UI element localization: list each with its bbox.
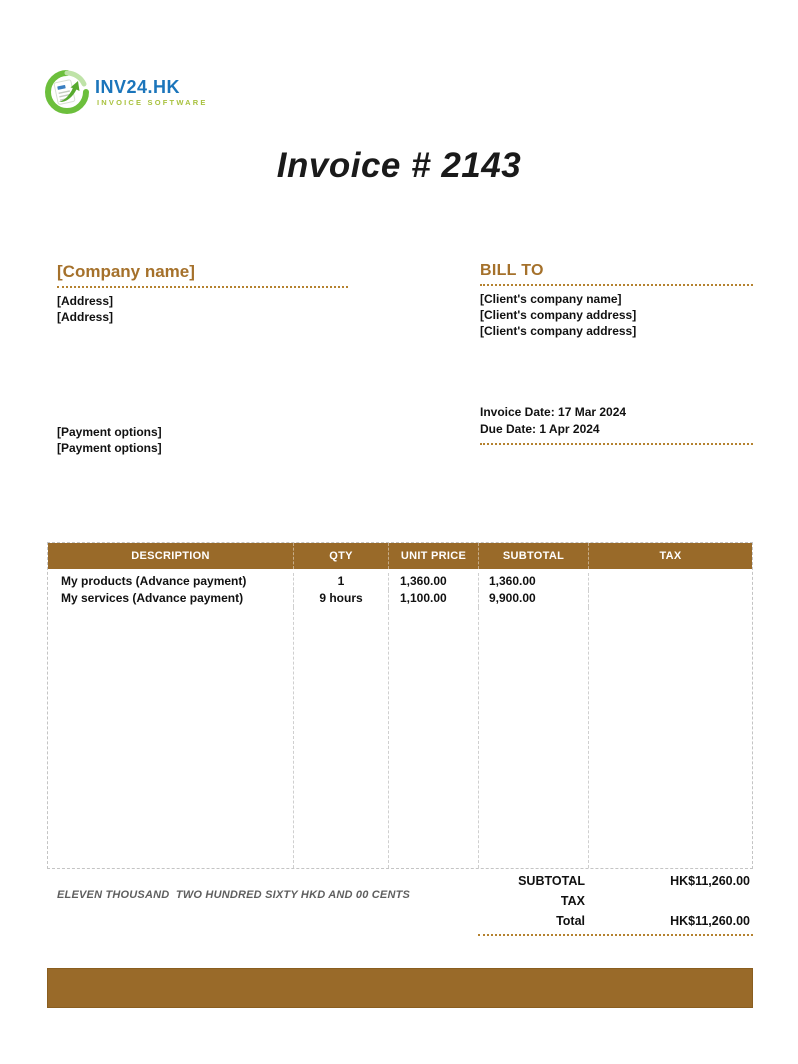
table-row-qty: 1 (293, 573, 388, 590)
total-row (47, 914, 753, 932)
invoice-software-logo-icon (45, 70, 89, 114)
header-subtotal: SUBTOTAL (478, 543, 588, 569)
table-filler-cell (478, 607, 588, 868)
logo-subtext: INVOICE SOFTWARE (97, 97, 208, 107)
payment-options (57, 424, 162, 456)
total-value: HK$11,260.00 (670, 914, 750, 928)
company-name: [Company name] (57, 262, 348, 288)
payment-option-line: [Payment options] (57, 441, 162, 455)
client-company-name: [Client's company name] (480, 292, 622, 306)
table-row-tax (588, 590, 752, 607)
header-tax: TAX (588, 543, 752, 569)
client-address-line: [Client's company address] (480, 308, 637, 322)
table-row-tax (588, 573, 752, 590)
bill-to-section (480, 262, 753, 339)
items-table-body (48, 569, 752, 868)
payment-option-line: [Payment options] (57, 425, 162, 439)
invoice-title: Invoice # 2143 (276, 146, 522, 185)
items-table (47, 542, 753, 869)
table-row-qty: 9 hours (293, 590, 388, 607)
table-row-description: My services (Advance payment) (61, 591, 244, 605)
subtotal-value: HK$11,260.00 (670, 874, 750, 888)
footer-bar (47, 968, 753, 1008)
seller-address-line: [Address] (57, 310, 114, 324)
seller-section (57, 262, 348, 325)
table-row-subtotal: 1,360.00 (478, 573, 588, 590)
table-filler-cell (388, 607, 478, 868)
dates-section (480, 404, 753, 445)
table-row-description: My products (Advance payment) (61, 574, 247, 588)
brand-logo (45, 70, 208, 114)
bill-to-heading: BILL TO (480, 262, 753, 286)
header-description: DESCRIPTION (131, 550, 210, 562)
table-filler-cell (293, 607, 388, 868)
table-filler-cell (48, 607, 293, 868)
seller-address-line: [Address] (57, 294, 114, 308)
subtotal-label: SUBTOTAL (518, 874, 585, 888)
tax-value (585, 894, 753, 912)
header-unit-price: UNIT PRICE (388, 543, 478, 569)
due-date: Due Date: 1 Apr 2024 (480, 422, 600, 436)
amount-in-words: ELEVEN THOUSAND TWO HUNDRED SIXTY HKD AND 00 CENTS (57, 889, 411, 901)
table-row-unit-price: 1,360.00 (388, 573, 478, 590)
table-row-unit-price: 1,100.00 (388, 590, 478, 607)
table-row-subtotal: 9,900.00 (478, 590, 588, 607)
total-underline (478, 934, 753, 936)
invoice-date: Invoice Date: 17 Mar 2024 (480, 405, 627, 419)
client-address-line: [Client's company address] (480, 324, 637, 338)
total-label: Total (556, 914, 585, 928)
items-table-header (48, 543, 752, 569)
tax-label: TAX (560, 894, 585, 908)
logo-text: INV24.HK (95, 76, 181, 97)
table-filler-cell (588, 607, 752, 868)
header-qty: QTY (293, 543, 388, 569)
